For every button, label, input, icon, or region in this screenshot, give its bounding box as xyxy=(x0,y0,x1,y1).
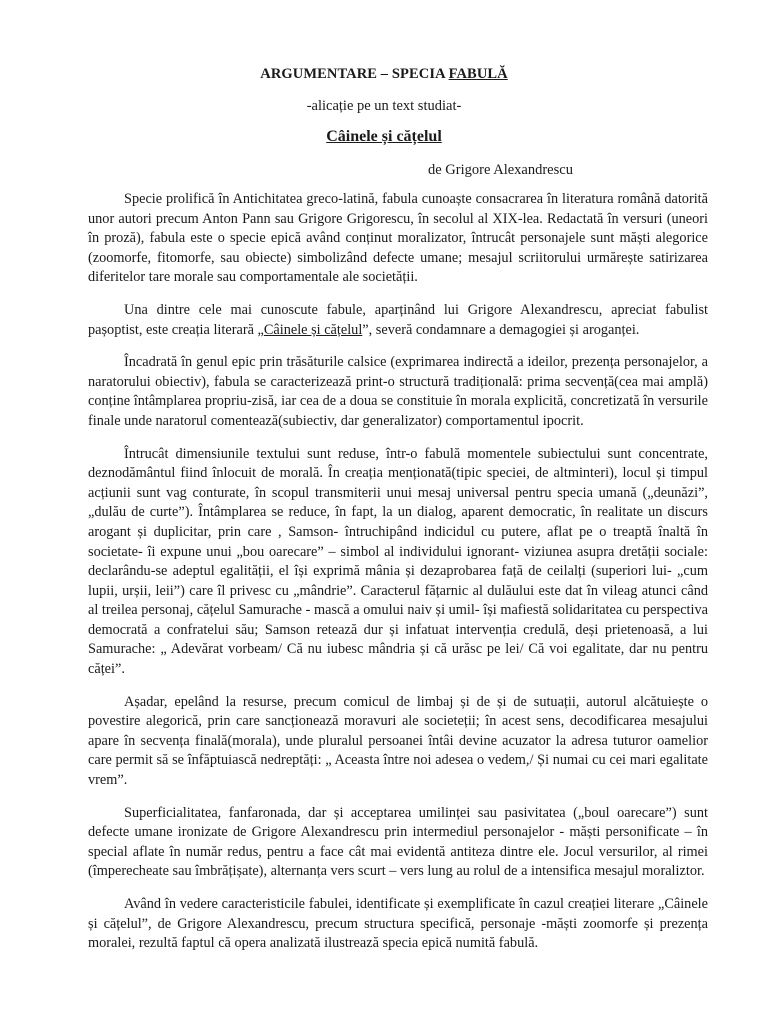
author-line: de Grigore Alexandrescu xyxy=(428,162,573,178)
document-title xyxy=(0,66,768,83)
title-underlined-word: FABULĂ xyxy=(448,66,508,82)
document-subtitle: -alicație pe un text studiat- xyxy=(306,98,462,114)
paragraph-1: Specie prolifică în Antichitatea greco-latină, fabula cunoaște consacrarea în literatura română datorită unor autori precum Anton Pann sau Grigore Grigorescu, în secolul al XIX-lea. Redactată în versuri (uneori în proză), fabula este o specie epică având conținut moralizator, întrucât personajele sunt măști alegorice (zoomorfe, fitomorfe, sau obiecte) simbolizând defecte umane; mesajul scriitorului urmărește satirizarea diferitelor tare morale sau comportamentale ale societății. xyxy=(88,191,708,286)
paragraph-2 xyxy=(88,301,708,340)
work-title: Câinele și cățelul xyxy=(326,128,442,145)
paragraph-7: Având în vedere caracteristicile fabulei, identificate și exemplificate în cazul creației literare „Câinele și cățelul”, de Grigore Alexandrescu, precum structura specifică, personaje -măști zoomorfe și prezența moralei, rezultă faptul că opera analizată ilustrează specia epică numită fabulă. xyxy=(88,896,708,952)
paragraph-4: Întrucât dimensiunile textului sunt reduse, într-o fabulă momentele subiectului sunt concentrate, deznodământul fiind înlocuit de morală. În creația menționată(tipic speciei, de altminteri), locul și timpul acțiunii sunt vag conturate, în scopul transmiterii unui mesaj universal pentru specia umană („deunăzi”, „dulău de curte”). Întâmplarea se reduce, în fapt, la un dialog, aparent democratic, în realitate un discurs arogant și duplicitar, prin care , Samson- întruchipând indicidul cu putere, aflat pe o treaptă înaltă în societate- îi expune unui „bou oarecare” – simbol al individului ignorant- viziunea asupra dretății sociale: declarându-se adeptul egalității, el își exprimă mânia și dezaprobarea față de ceilalți (superiori lui- „cum lupii, urșii, leii”) care îl privesc cu „mândrie”. Caracterul fățarnic al dulăului este dat în vileag atunci când al treilea personaj, cățelul Samurache - mască a omului naiv și umil- își mafiestă solidaritatea cu perspectiva democrată a confratelui său; Samson retează dur și infatuat intervenția credulă, deși prietenoasă, a lui Samurache: „ Adevărat vorbeam/ Că nu iubesc mândria și că urăsc pe lei/ Că voi egalitate, dar nu pentru căței”. xyxy=(88,445,708,678)
paragraph-6: Superficialitatea, fanfaronada, dar și acceptarea umilinței sau pasivitatea („boul oarecare”) sunt defecte umane ironizate de Grigore Alexandrescu prin intermediul personajelor - măști personificate – în special aflate în număr redus, pentru a face cât mai evidentă antiteza dintre ele. Jocul versurilor, al rimei (împerecheate sau îmbrățișate), alternanța vers scurt – vers lung au rolul de a intensifica mesajul moraliztor. xyxy=(88,804,708,880)
paragraph-5: Așadar, epelând la resurse, precum comicul de limbaj și de și de sutuații, autorul alcătuiește o povestire alegorică, prin care sancționează moravuri ale societeții; în acest sens, decodificarea mesajului apare în secvența finală(morala), unde pluralul persoanei întâi devine acuzator la adresa tuturor oamelior care permit să se înfăptuiască nedreptăți: „ Aceasta între noi adesea o vedem,/ Și numai cu cei mari egalitate vrem”. xyxy=(88,693,708,789)
paragraph-2-start: Una dintre cele mai cunoscute fabule, aparținând lui Grigore Alexandrescu, apreciat fabulist pașoptist, este creația literară „ xyxy=(88,301,708,338)
paragraph-3: Încadrată în genul epic prin trăsăturile calsice (exprimarea indirectă a ideilor, prezența personajelor, a naratorului obiectiv), fabula se caracterizează print-o structură tradițională: prima secvență(cea mai amplă) conține întâmplarea propriu-zisă, iar cea de a doua se constituie în morala explicită, concretizată în versurile finale unde naratorul comentează(subiectiv, dar generalizator) comportamentul ipocrit. xyxy=(88,354,708,429)
paragraph-2-end: ”, severă condamnare a demagogiei și aroganței. xyxy=(362,321,640,338)
title-prefix: ARGUMENTARE – SPECIA xyxy=(260,66,449,82)
document-body xyxy=(88,190,708,967)
work-title-reference: Câinele și cățelul xyxy=(263,321,363,338)
